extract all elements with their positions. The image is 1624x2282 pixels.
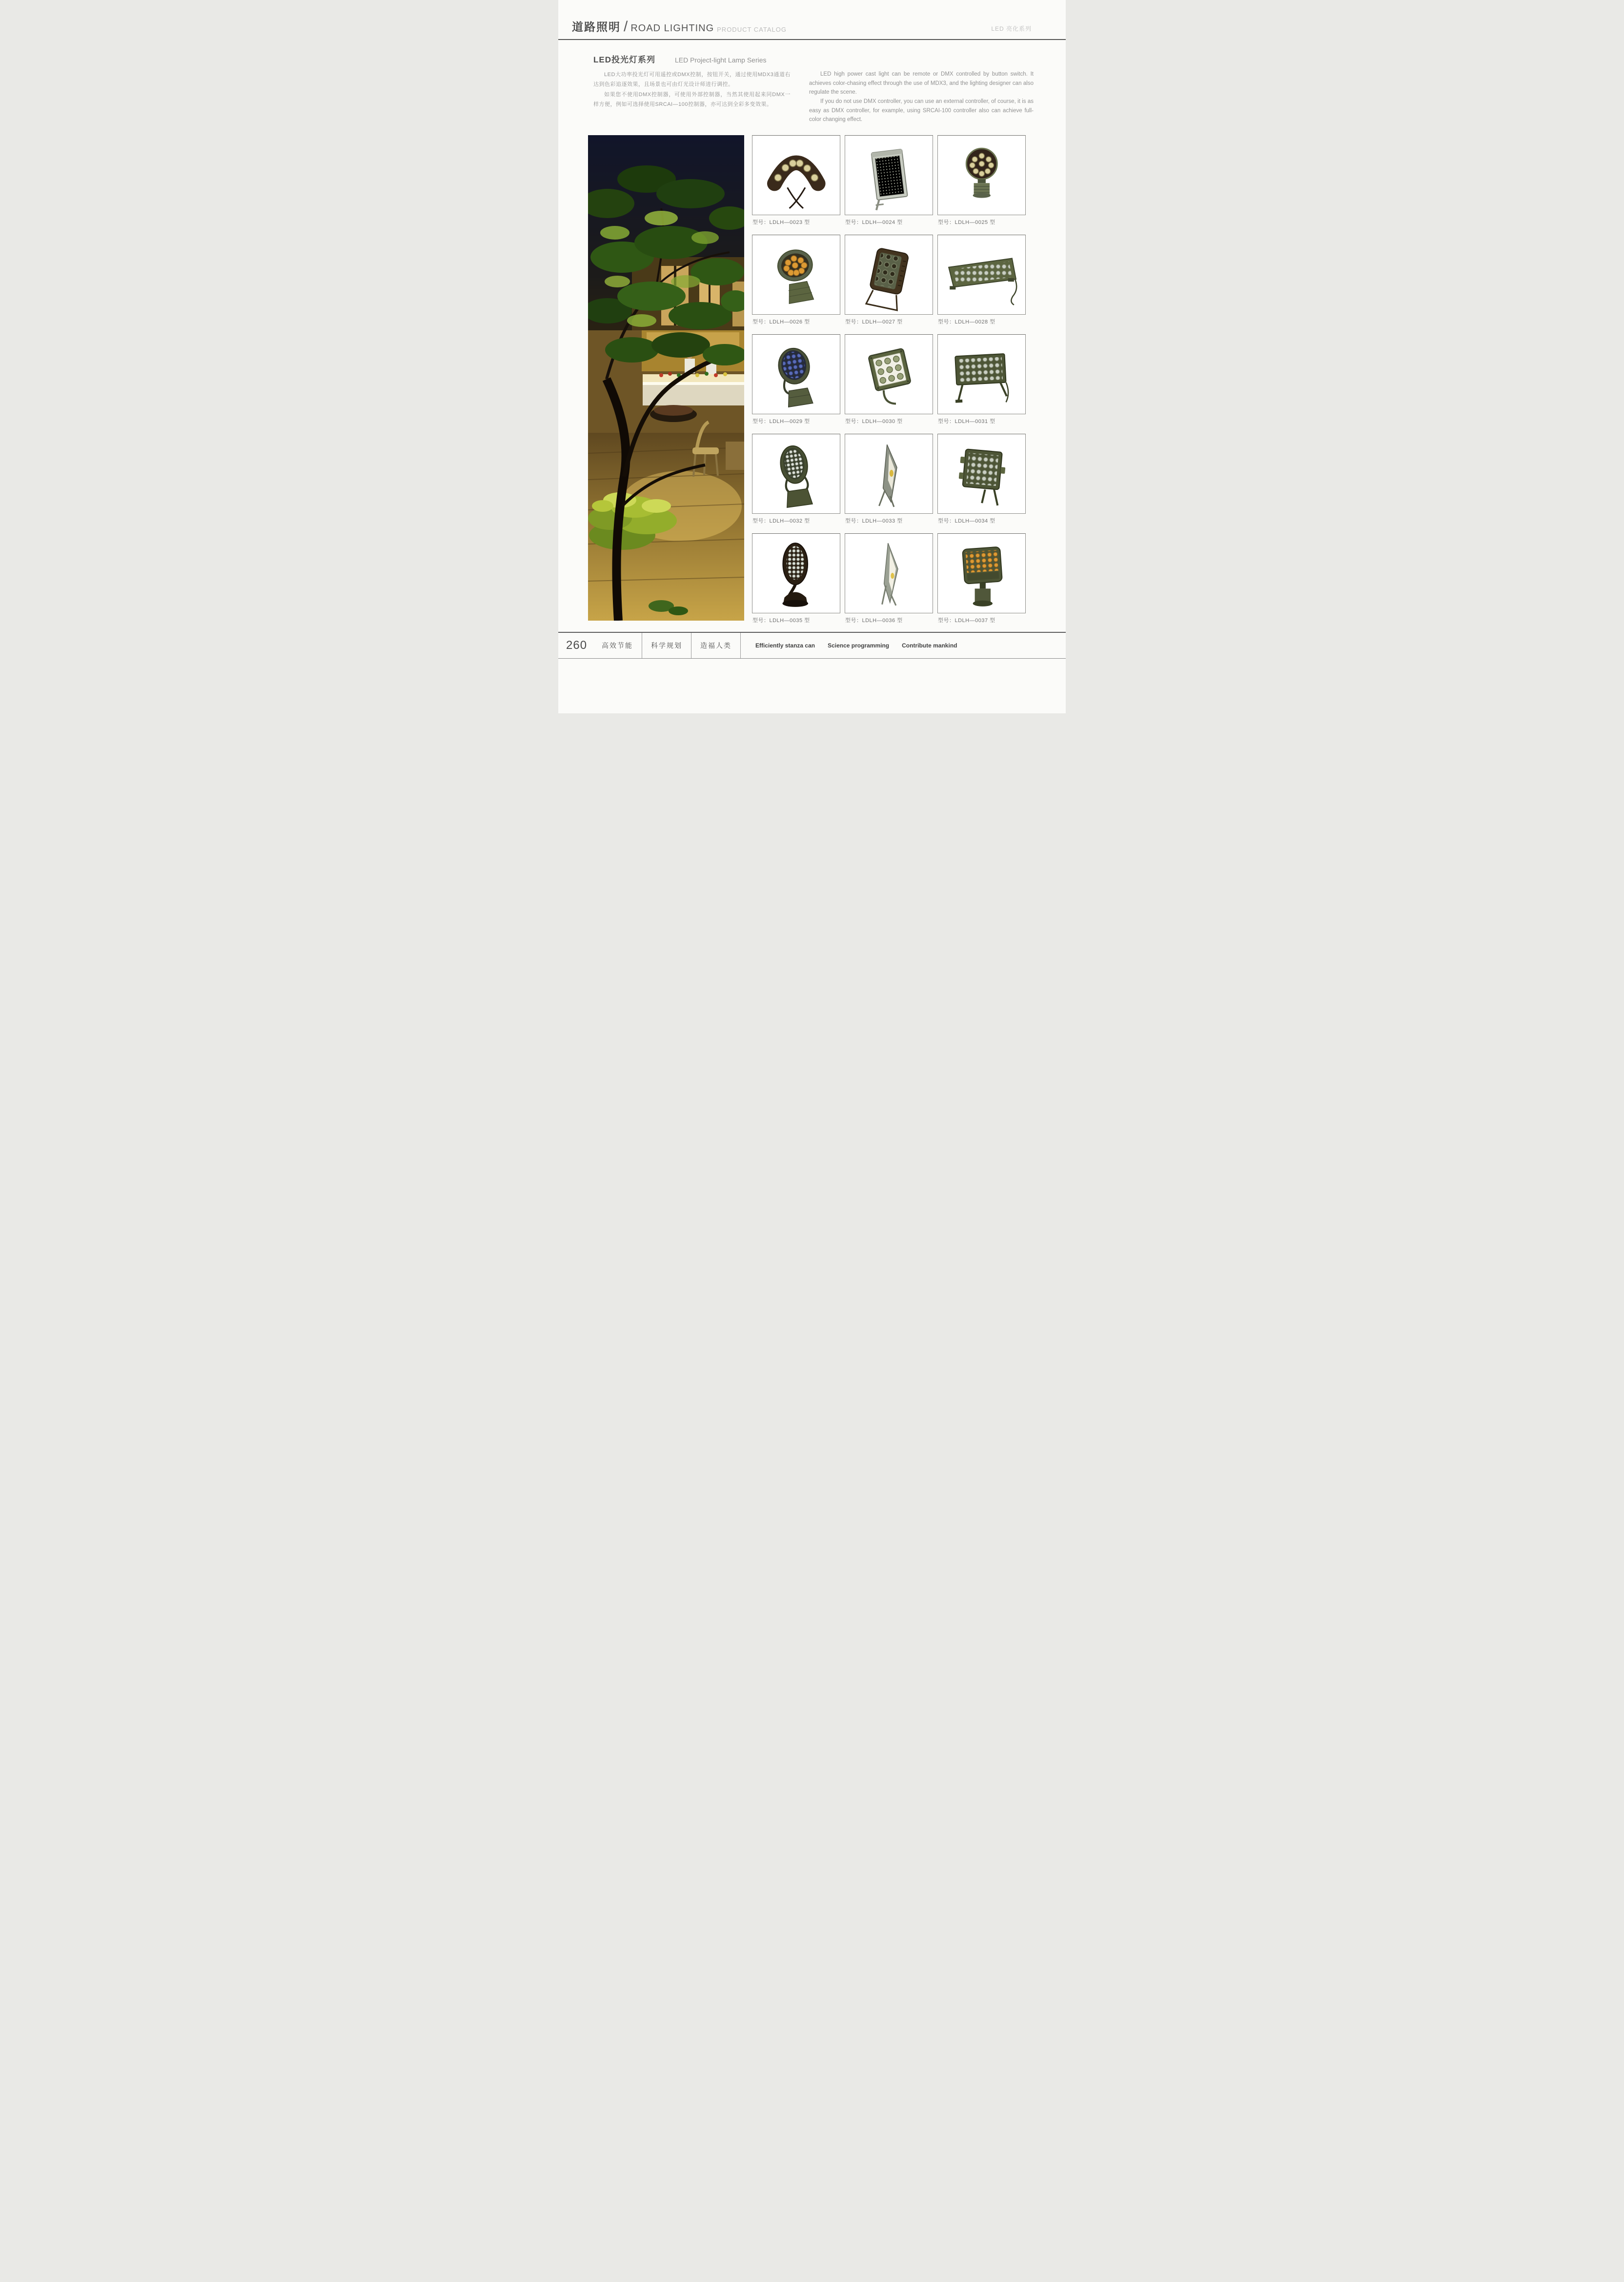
floodlight-edge-view-illustration <box>859 536 919 610</box>
page-header <box>558 11 1066 34</box>
product-image <box>937 235 1026 315</box>
main-content <box>588 135 1066 624</box>
product-cell <box>845 334 933 425</box>
product-cell <box>937 434 1026 525</box>
product-image <box>752 434 840 514</box>
night-scene-photo <box>588 135 744 621</box>
footer-slogan-en: Science programming <box>828 642 890 649</box>
product-image <box>937 135 1026 215</box>
product-grid <box>752 135 1026 624</box>
arc-lamp-illustration <box>767 138 826 212</box>
product-model-label: 型号：LDLH—0033 型 <box>845 518 903 524</box>
intro-titles <box>593 53 1034 65</box>
product-cell <box>937 235 1026 325</box>
product-cell <box>752 235 840 325</box>
square-panel-illustration <box>952 437 1012 511</box>
product-cell <box>937 334 1026 425</box>
oval-spotlight-pedestal-illustration <box>767 536 826 610</box>
footer-slogan-zh: 造福人类 <box>700 641 732 649</box>
product-image <box>845 533 933 613</box>
product-image <box>937 533 1026 613</box>
page-number: 260 <box>566 638 588 652</box>
series-title-en: LED Project-light Lamp Series <box>675 56 767 64</box>
product-image <box>752 135 840 215</box>
footer-slogans-en <box>755 642 957 649</box>
product-model-label: 型号：LDLH—0031 型 <box>938 418 995 424</box>
footer-slogan-zh: 科学规划 <box>651 641 683 649</box>
round-spotlight-white-illustration <box>767 437 826 511</box>
intro-en-paragraph: If you do not use DMX controller, you can use an external controller, of course, it is as easy as DMX controller, for example, using SRCAI-100 controller also can achieve full-color changing effect. <box>809 98 1034 123</box>
product-image <box>937 334 1026 414</box>
product-model-label: 型号：LDLH—0024 型 <box>845 219 903 225</box>
product-image <box>752 533 840 613</box>
product-model-label: 型号：LDLH—0028 型 <box>938 319 995 325</box>
product-model-label: 型号：LDLH—0030 型 <box>845 418 903 424</box>
product-image <box>752 235 840 315</box>
product-cell <box>752 533 840 624</box>
product-cell <box>937 135 1026 226</box>
product-model-label: 型号：LDLH—0023 型 <box>752 219 810 225</box>
series-title-zh: LED投光灯系列 <box>593 55 655 64</box>
bar-wallwasher-illustration <box>942 238 1021 312</box>
product-cell <box>937 533 1026 624</box>
footer-slogan-en: Contribute mankind <box>902 642 957 649</box>
product-model-label: 型号：LDLH—0027 型 <box>845 319 903 325</box>
product-model-label: 型号：LDLH—0029 型 <box>752 418 810 424</box>
night-scene-illustration <box>588 135 744 621</box>
product-image <box>845 334 933 414</box>
panel-pole-amber-illustration <box>952 536 1012 610</box>
intro-paragraphs-en <box>809 70 1034 124</box>
header-subtitle-en: PRODUCT CATALOG <box>717 26 787 33</box>
round-spotlight-blue-illustration <box>767 337 826 411</box>
footer-divider <box>740 633 741 658</box>
header-slash-divider: / <box>624 19 628 35</box>
product-model-label: 型号：LDLH—0034 型 <box>938 518 995 524</box>
product-cell <box>845 235 933 325</box>
product-image <box>845 235 933 315</box>
intro-section <box>558 40 1066 124</box>
round-spotlight-amber-illustration <box>767 238 826 312</box>
header-title-en: ROAD LIGHTING <box>630 23 714 34</box>
product-model-label: 型号：LDLH—0026 型 <box>752 319 810 325</box>
product-model-label: 型号：LDLH—0036 型 <box>845 617 903 624</box>
product-cell <box>752 434 840 525</box>
intro-en-paragraph: LED high power cast light can be remote or DMX controlled by button switch. It achieves color-chasing effect through the use of MDX3, and the lighting designer can also regulate the scene. <box>809 71 1034 96</box>
footer-slogan-en: Efficiently stanza can <box>755 642 815 649</box>
product-cell <box>752 334 840 425</box>
product-image <box>937 434 1026 514</box>
round-spotlight-illustration <box>952 138 1012 212</box>
intro-zh-paragraph: 如果您不使用DMX控制器，可使用外部控制器，当然其使用起来同DMX一样方便，例如可选择使用SRCAI—100控制器，亦可达到全彩多变效果。 <box>593 91 791 108</box>
floodlight-edge-view-illustration <box>859 437 919 511</box>
intro-paragraphs-zh <box>593 70 791 124</box>
panel-floodlight-illustration <box>859 138 919 212</box>
product-model-label: 型号：LDLH—0032 型 <box>752 518 810 524</box>
page-footer <box>558 632 1066 659</box>
product-cell <box>845 434 933 525</box>
tilted-floodlight-illustration <box>859 238 919 312</box>
intro-zh-paragraph: LED大功率投光灯可用遥控或DMX控制，按钮开关，通过使用MDX3通道右达到色彩追逐效果，且场景也可由灯光设计师进行调控。 <box>593 72 791 88</box>
product-image <box>845 434 933 514</box>
product-cell <box>752 135 840 226</box>
product-cell <box>845 533 933 624</box>
footer-slogan-zh: 高效节能 <box>602 641 633 649</box>
product-model-label: 型号：LDLH—0025 型 <box>938 219 995 225</box>
header-title-group <box>572 18 787 34</box>
product-image <box>845 135 933 215</box>
square-floodlight-illustration <box>859 337 919 411</box>
product-image <box>752 334 840 414</box>
catalog-page <box>558 0 1066 713</box>
header-series-label: LED 亮化系列 <box>991 25 1032 32</box>
product-cell <box>845 135 933 226</box>
header-title-zh: 道路照明 <box>572 20 621 33</box>
product-model-label: 型号：LDLH—0037 型 <box>938 617 995 624</box>
panel-stand-illustration <box>947 337 1016 411</box>
product-model-label: 型号：LDLH—0035 型 <box>752 617 810 624</box>
